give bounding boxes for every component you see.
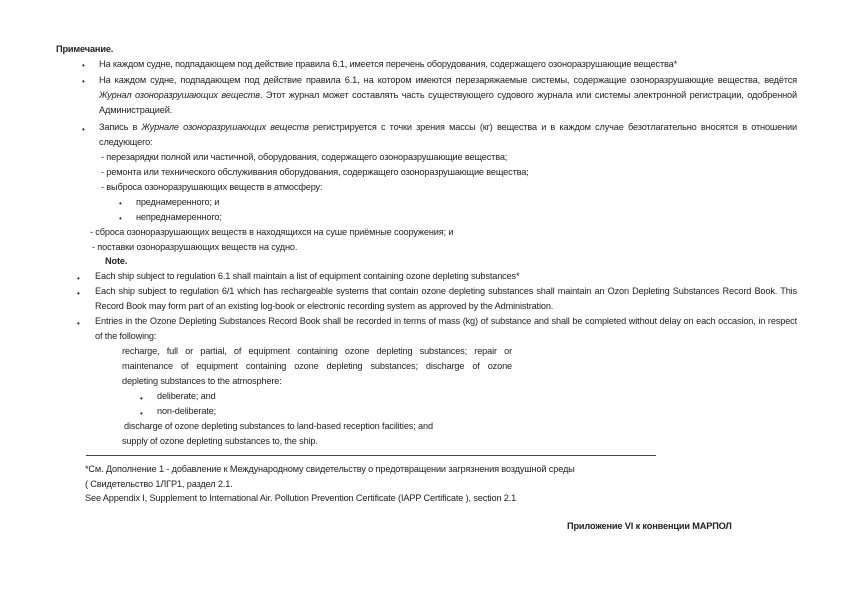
footnote-separator (86, 455, 656, 456)
en-note-heading: Note. (105, 256, 128, 266)
ru-sub-deliberate: преднамеренного; и (136, 197, 220, 207)
bullet-icon: • (77, 274, 80, 283)
bullet-icon: • (119, 199, 122, 208)
ru-sub-land-facilities: - сброса озоноразрушающих веществ в находящихся на суше приёмные сооружения; и (90, 227, 454, 237)
ru-sub-recharge: - перезарядки полной или частичной, оборудования, содержащего озоноразрушающие вещества; (101, 152, 508, 162)
bullet-icon: • (82, 61, 85, 70)
footnote-en-line: See Appendix I, Supplement to International Air. Pollution Prevention Certificate (IAPP Certificate ), section 2.1 (85, 493, 517, 503)
ru-item-2: На каждом судне, подпадающем под действие правила 6.1, на котором имеются перезаряжаемые системы, содержащие озоноразрушающие вещества, ведётся Журнал озоноразрушающих веществ. Этот журнал может составлять часть существующего судового журнала или системы электронной регистрации, одобренной Администрацией. (99, 75, 797, 115)
en-item-1: Each ship subject to regulation 6.1 shall maintain a list of equipment containing ozone depleting substances* (95, 271, 520, 281)
footnote-ru-line-2: ( Свидетельство 1ЛГР1, раздел 2.1. (85, 479, 233, 489)
en-sub-recharge-line3: depleting substances to the atmosphere: (122, 376, 282, 386)
ru-sub-discharge-atmosphere: - выброса озоноразрушающих веществ в атмосферу: (101, 182, 323, 192)
ru-item-3: Запись в Журнале озоноразрушающих веществ регистрируется с точки зрения массы (кг) вещества и в каждом случае безотлагательно вносятся в отношении следующего: (99, 122, 797, 147)
bullet-icon: • (82, 77, 85, 86)
ru-sub-supply: - поставки озоноразрушающих веществ на судно. (92, 242, 298, 252)
en-sub-supply: supply of ozone depleting substances to, the ship. (122, 436, 318, 446)
en-item-2: Each ship subject to regulation 6/1 which has rechargeable systems that contain ozone depleting substances shall maintain an Ozon Depleting Substances Record Book. This Record Book may form part of an existing log-book or electronic recording system as approved by the Administration. (95, 286, 797, 311)
en-sub-land-facilities: discharge of ozone depleting substances to land-based reception facilities; and (124, 421, 433, 431)
en-sub-recharge-line1: recharge, full or partial, of equipment containing ozone depleting substances; repair or (122, 346, 512, 356)
ru-sub-repair: - ремонта или технического обслуживания оборудования, содержащего озоноразрушающие вещества; (101, 167, 529, 177)
bullet-icon: • (119, 214, 122, 223)
bullet-icon: • (77, 289, 80, 298)
en-sub-deliberate: deliberate; and (157, 391, 216, 401)
en-item-3: Entries in the Ozone Depleting Substances Record Book shall be recorded in terms of mass (kg) of substance and shall be completed without delay on each occasion, in respect of the following: (95, 316, 797, 341)
page-label: Приложение VI к конвенции МАРПОЛ (567, 521, 732, 531)
ru-sub-non-deliberate: непреднамеренного; (136, 212, 222, 222)
footnote-ru-line-1: *См. Дополнение 1 - добавление к Международному свидетельству о предотвращении загрязнения воздушной среды (85, 464, 575, 474)
bullet-icon: • (77, 319, 80, 328)
en-sub-recharge-line2: maintenance of equipment containing ozone depleting substances; discharge of ozone (122, 361, 512, 371)
bullet-icon: • (140, 409, 143, 418)
en-sub-non-deliberate: non-deliberate; (157, 406, 217, 416)
bullet-icon: • (140, 394, 143, 403)
ru-item-1: На каждом судне, подпадающем под действие правила 6.1, имеется перечень оборудования, содержащего озоноразрушающие вещества* (99, 59, 678, 69)
bullet-icon: • (82, 125, 85, 134)
ru-note-heading: Примечание. (56, 44, 114, 54)
